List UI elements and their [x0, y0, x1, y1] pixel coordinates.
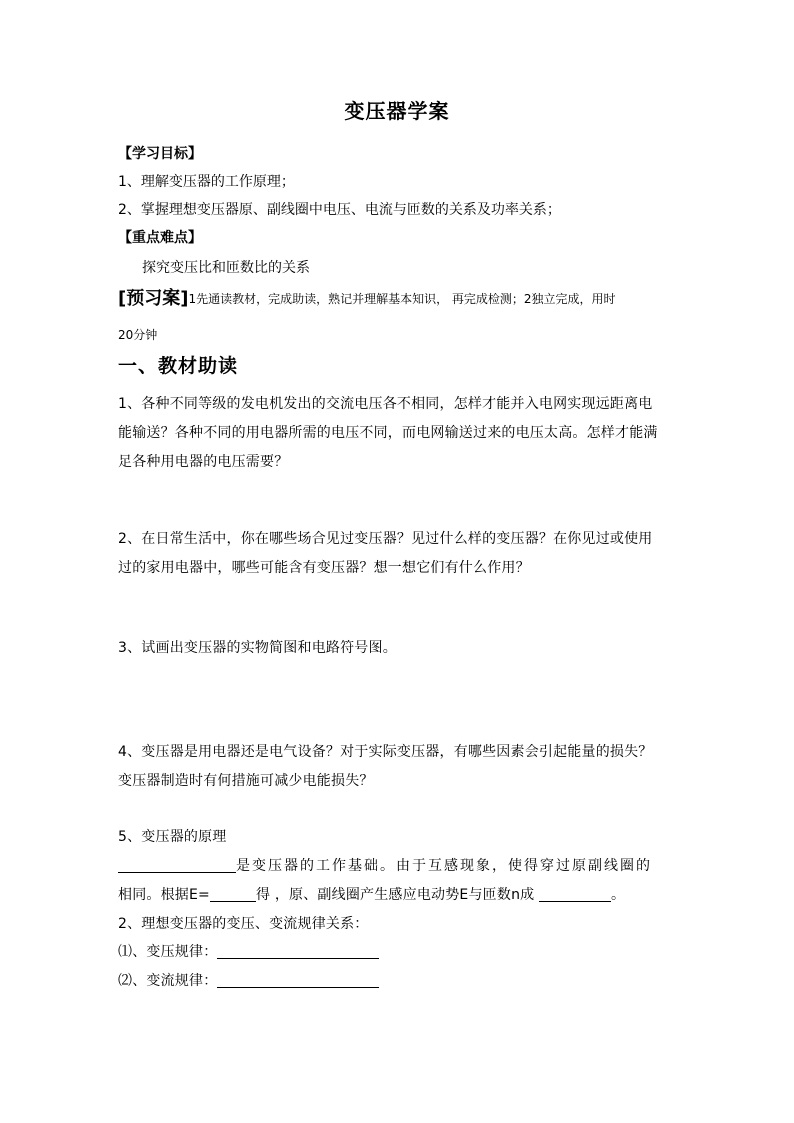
- fill-blank-formula[interactable]: [210, 887, 256, 902]
- preview-instructions: 1先通读教材，完成助读，熟记并理解基本知识， 再完成检测；2独立完成，用时: [188, 292, 616, 306]
- question-5-line-2-a: 相同。根据E=: [118, 887, 210, 903]
- question-5-line-2-b: 得 ，原、副线圈产生感应电动势E与匝数n成: [255, 887, 535, 903]
- fill-blank-basis[interactable]: [118, 858, 236, 873]
- question-5-line-1-text: 是变压器的工作基础。由于互感现象，使得穿过原副线圈的: [236, 858, 652, 874]
- voltage-law-label: ⑴、变压规律：: [118, 944, 218, 960]
- question-6-heading: 2、理想变压器的变压、变流规律关系：: [118, 916, 369, 932]
- question-5-line-1: [118, 857, 652, 875]
- preview-line: [118, 290, 616, 308]
- question-2-line-1: 2、在日常生活中，你在哪些场合见过变压器？见过什么样的变压器？在你见过或使用: [118, 531, 653, 547]
- question-5-heading: 5、变压器的原理: [118, 829, 227, 845]
- preview-instructions-cont: 20分钟: [118, 328, 158, 342]
- question-5-line-2-c: 。: [611, 887, 626, 903]
- fill-blank-voltage-law[interactable]: [217, 944, 379, 959]
- question-1-line-1: 1、各种不同等级的发电机发出的交流电压各不相同，怎样才能并入电网实现远距离电: [118, 396, 653, 412]
- question-3: 3、试画出变压器的实物简图和电路符号图。: [118, 640, 397, 656]
- key-points-text: 探究变压比和匝数比的关系: [142, 260, 310, 276]
- question-1-line-2: 能输送？各种不同的用电器所需的电压不同，而电网输送过来的电压太高。怎样才能满: [118, 425, 658, 441]
- question-4-line-2: 变压器制造时有何措施可减少电能损失？: [118, 773, 374, 789]
- current-law-line: [118, 972, 379, 990]
- question-4-line-1: 4、变压器是用电器还是电气设备？对于实际变压器，有哪些因素会引起能量的损失？: [118, 744, 653, 760]
- voltage-law-line: [118, 943, 379, 961]
- page-title: 变压器学案: [344, 99, 450, 123]
- key-points-heading: 【重点难点】: [118, 230, 202, 246]
- fill-blank-proportion[interactable]: [539, 887, 611, 902]
- question-1-line-3: 足各种用电器的电压需要？: [118, 454, 289, 470]
- objective-item-2: 2、掌握理想变压器原、副线圈中电压、电流与匝数的关系及功率关系；: [118, 202, 561, 218]
- question-2-line-2: 过的家用电器中，哪些可能含有变压器？想一想它们有什么作用？: [118, 560, 530, 576]
- preview-label: [预习案]: [118, 288, 189, 309]
- question-5-line-2: [118, 886, 625, 904]
- current-law-label: ⑵、变流规律：: [118, 973, 218, 989]
- objective-item-1: 1、理解变压器的工作原理；: [118, 174, 295, 190]
- section-heading: 一、教材助读: [118, 355, 239, 377]
- fill-blank-current-law[interactable]: [217, 973, 379, 988]
- objectives-heading: 【学习目标】: [118, 146, 202, 162]
